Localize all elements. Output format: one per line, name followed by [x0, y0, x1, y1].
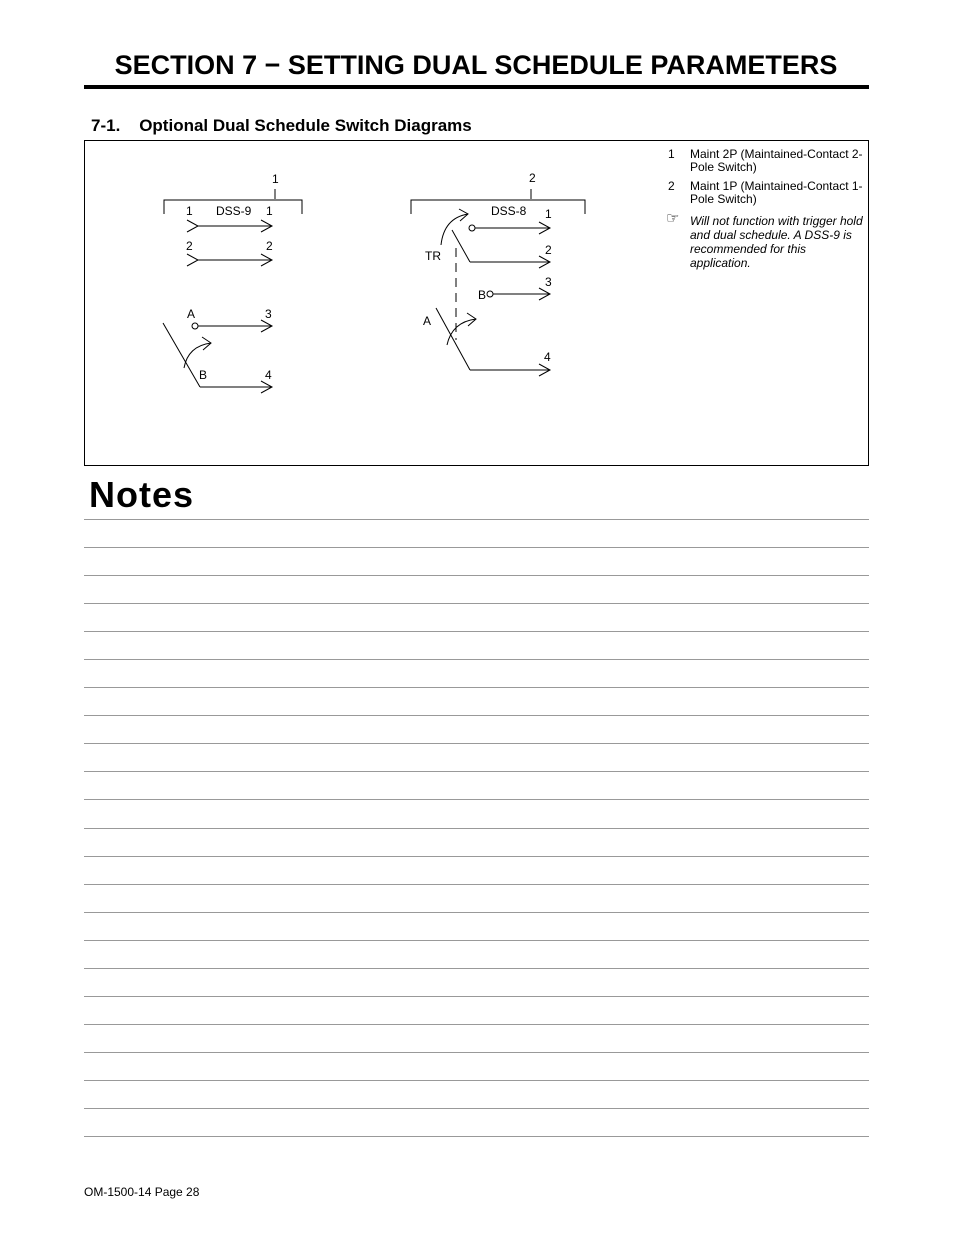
dss8-callout: 2: [529, 171, 536, 185]
diagram-legend: [668, 148, 868, 270]
note-line: [84, 912, 869, 913]
dss9-contact-a: [192, 323, 198, 329]
legend-note-text: Will not function with trigger hold and dual schedule. A DSS-9 is recommended for this application.: [690, 214, 863, 270]
legend-number: 2: [668, 179, 675, 193]
note-line: [84, 1052, 869, 1053]
note-line: [84, 687, 869, 688]
dss9-left-2: 2: [186, 239, 193, 253]
dss8-terminal-2: 2: [545, 243, 552, 257]
dss9-arrow-1: [187, 220, 198, 232]
note-line: [84, 940, 869, 941]
dss9-left-1: 1: [186, 204, 193, 218]
note-line: [84, 1108, 869, 1109]
dss8-tr-lever: [452, 230, 470, 262]
note-line: [84, 996, 869, 997]
dss9-terminal-4: 4: [265, 368, 272, 382]
dss8-label-tr: TR: [425, 249, 441, 263]
note-line: [84, 743, 869, 744]
legend-item: [668, 148, 868, 174]
dss8-terminal-4: 4: [544, 350, 551, 364]
dss8-label-b: B: [478, 288, 487, 302]
note-line: [84, 659, 869, 660]
dss9-callout: 1: [272, 172, 279, 186]
legend-note: [666, 210, 868, 270]
dss8-tr-action-arrow: [441, 214, 468, 245]
notes-title: Notes: [89, 474, 195, 515]
dss9-label-b: B: [199, 368, 208, 382]
note-line: [84, 771, 869, 772]
dss9-right-2: 2: [266, 239, 273, 253]
pointing-hand-icon: ☞: [666, 210, 680, 227]
dss8-terminal-1: 1: [545, 207, 552, 221]
dss9-name: DSS-9: [216, 204, 252, 218]
subsection-number: 7-1.: [91, 116, 121, 135]
note-line: [84, 828, 869, 829]
legend-text: Maint 1P (Maintained-Contact 1-Pole Switch): [690, 179, 863, 206]
dss9-switch-lever: [163, 323, 200, 387]
note-line: [84, 856, 869, 857]
note-line: [84, 968, 869, 969]
note-line: [84, 1136, 869, 1137]
dss9-right-1: 1: [266, 204, 273, 218]
dss8-contact-1: [469, 225, 475, 231]
note-line: [84, 519, 869, 520]
note-line: [84, 603, 869, 604]
note-line: [84, 631, 869, 632]
dss8-label-a: A: [423, 314, 432, 328]
dss9-terminal-3: 3: [265, 307, 272, 321]
dss8-a-lever: [436, 308, 470, 370]
legend-number: 1: [668, 147, 675, 161]
subsection-title: Optional Dual Schedule Switch Diagrams: [139, 116, 472, 135]
note-line: [84, 1080, 869, 1081]
dss9-arrow-2: [187, 254, 198, 266]
note-line: [84, 1024, 869, 1025]
dss8-terminal-3: 3: [545, 275, 552, 289]
note-line: [84, 715, 869, 716]
section-title: SECTION 7 − SETTING DUAL SCHEDULE PARAMETERS: [114, 50, 838, 80]
legend-item: [668, 180, 868, 206]
note-line: [84, 884, 869, 885]
dss8-name: DSS-8: [491, 204, 527, 218]
legend-text: Maint 2P (Maintained-Contact 2-Pole Switch): [690, 147, 863, 174]
page-footer: OM-1500-14 Page 28: [84, 1185, 200, 1199]
note-line: [84, 547, 869, 548]
note-line: [84, 575, 869, 576]
dss8-contact-b: [487, 291, 493, 297]
note-line: [84, 799, 869, 800]
dss9-label-a: A: [187, 307, 196, 321]
